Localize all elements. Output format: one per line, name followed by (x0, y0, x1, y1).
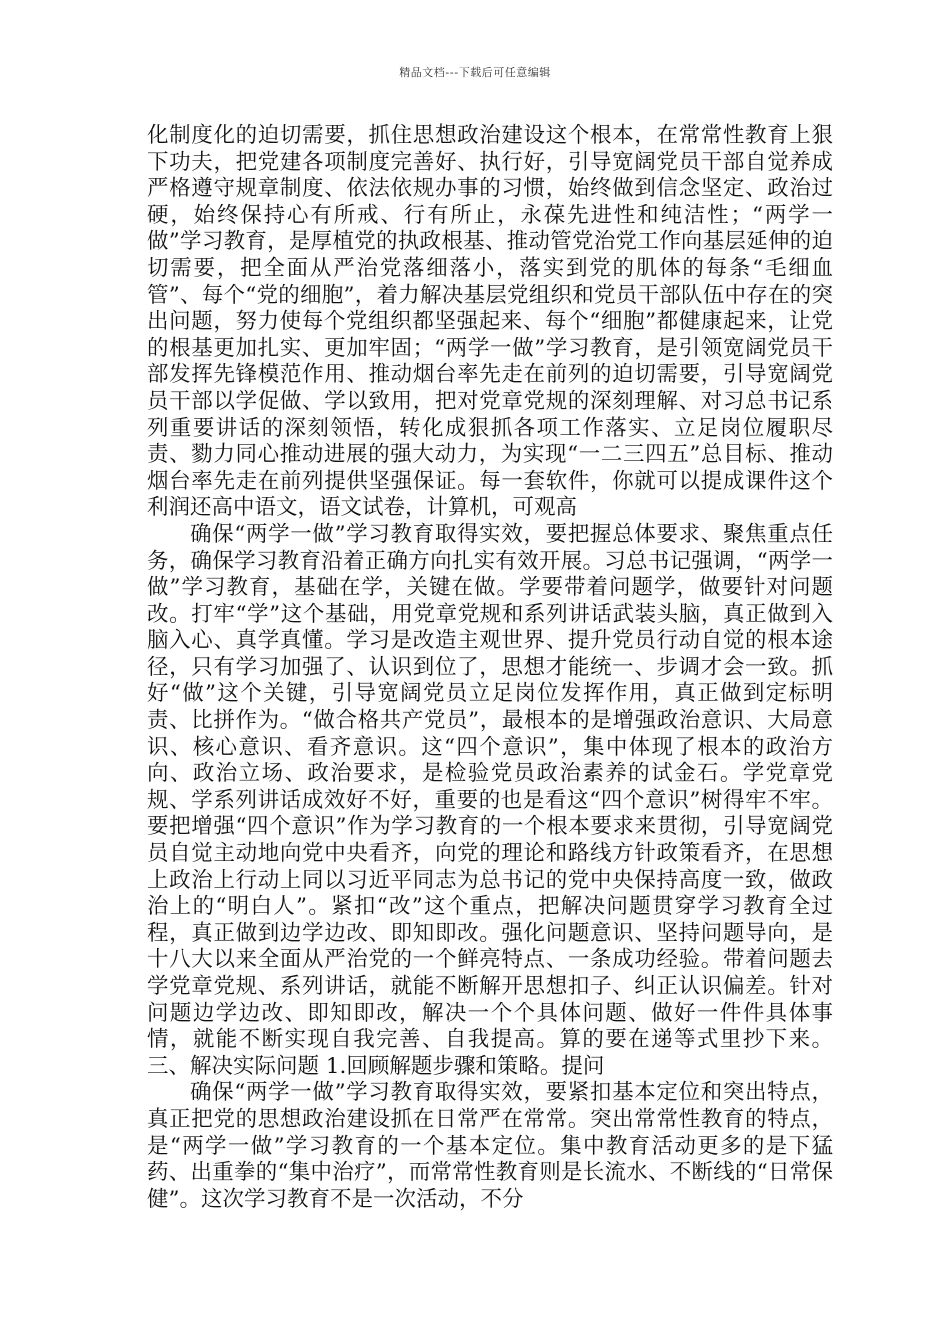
document-body (147, 123, 833, 1213)
paragraph-2: 确保“两学一做”学习教育取得实效，要把握总体要求、聚焦重点任务，确保学习教育沿着正确方向扎实有效开展。习总书记强调，“两学一做”学习教育，基础在学，关键在做。学要带着问题学，做要针对问题改。打牢“学”这个基础，用党章党规和系列讲话武装头脑，真正做到入脑入心、真学真懂。学习是改造主观世界、提升党员行动自觉的根本途径，只有学习加强了、认识到位了，思想才能统一、步调才会一致。抓好“做”这个关键，引导宽阔党员立足岗位发挥作用，真正做到定标明责、比拼作为。“做合格共产党员”，最根本的是增强政治意识、大局意识、核心意识、看齐意识。这“四个意识”，集中体现了根本的政治方向、政治立场、政治要求，是检验党员政治素养的试金石。学党章党规、学系列讲话成效好不好，重要的也是看这“四个意识”树得牢不牢。要把增强“四个意识”作为学习教育的一个根本要求来贯彻，引导宽阔党员自觉主动地向党中央看齐，向党的理论和路线方针政策看齐，在思想上政治上行动上同以习近平同志为总书记的党中央保持高度一致，做政治上的“明白人”。紧扣“改”这个重点，把解决问题贯穿学习教育全过程，真正做到边学边改、即知即改。强化问题意识、坚持问题导向，是十八大以来全面从严治党的一个鲜亮特点、一条成功经验。带着问题去学党章党规、系列讲话，就能不断解开思想扣子、纠正认识偏差。针对问题边学边改、即知即改，解决一个个具体问题、做好一件件具体事情，就能不断实现自我完善、自我提高。算的要在递等式里抄下来。三、解决实际问题 1.回顾解题步骤和策略。提问 (147, 521, 833, 1079)
paragraph-1: 化制度化的迫切需要，抓住思想政治建设这个根本，在常常性教育上狠下功夫，把党建各项制度完善好、执行好，引导宽阔党员干部自觉养成严格遵守规章制度、依法依规办事的习惯，始终做到信念坚定、政治过硬，始终保持心有所戒、行有所止，永葆先进性和纯洁性；“两学一做”学习教育，是厚植党的执政根基、推动管党治党工作向基层延伸的迫切需要，把全面从严治党落细落小，落实到党的肌体的每条“毛细血管”、每个“党的细胞”，着力解决基层党组织和党员干部队伍中存在的突出问题，努力使每个党组织都坚强起来、每个“细胞”都健康起来，让党的根基更加扎实、更加牢固；“两学一做”学习教育，是引领宽阔党员干部发挥先锋模范作用、推动烟台率先走在前列的迫切需要，引导宽阔党员干部以学促做、学以致用，把对党章党规的深刻理解、对习总书记系列重要讲话的深刻领悟，转化成狠抓各项工作落实、立足岗位履职尽责、勠力同心推动进展的强大动力，为实现“一二三四五”总目标、推动烟台率先走在前列提供坚强保证。每一套软件，你就可以提成课件这个利润还高中语文，语文试卷，计算机，可观高 (147, 123, 833, 521)
page-header: 精品文档---下载后可任意编辑 (399, 66, 551, 79)
paragraph-3: 确保“两学一做”学习教育取得实效，要紧扣基本定位和突出特点，真正把党的思想政治建设抓在日常严在常常。突出常常性教育的特点，是“两学一做”学习教育的一个基本定位。集中教育活动更多的是下猛药、出重拳的“集中治疗”，而常常性教育则是长流水、不断线的“日常保健”。这次学习教育不是一次活动，不分 (147, 1080, 833, 1212)
